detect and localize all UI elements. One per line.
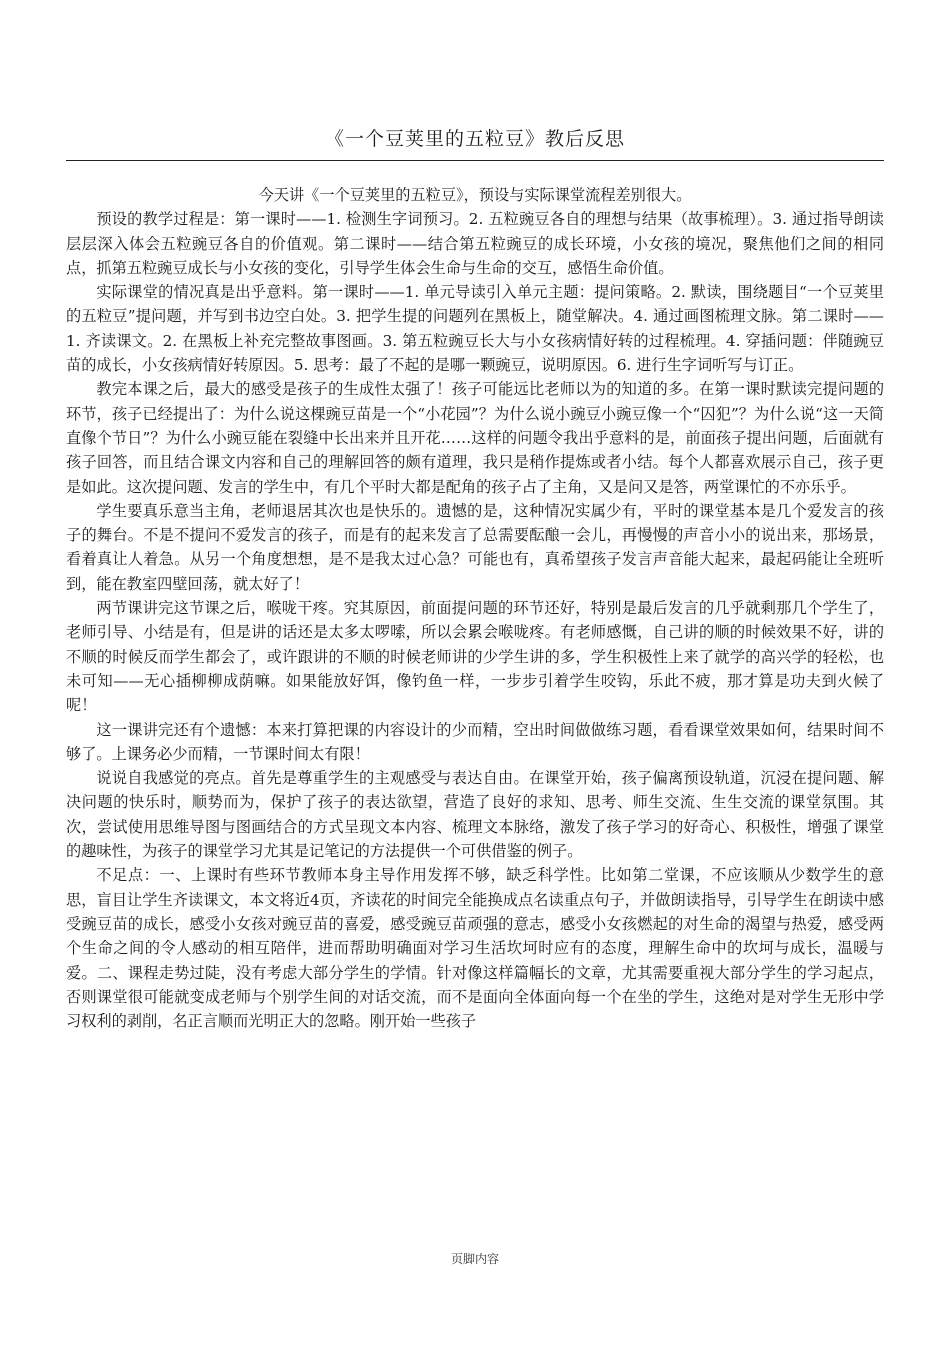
paragraph-highlights: 说说自我感觉的亮点。首先是尊重学生的主观感受与表达自由。在课堂开始，孩子偏离预设轨道，沉浸在提问题、解决问题的快乐时，顺势而为，保护了孩子的表达欲望，营造了良好的求知、思考、师生交流、生生交流的课堂氛围。其次，尝试使用思维导图与图画结合的方式呈现文本内容、梳理文本脉络，激发了孩子学习的好奇心、积极性，增强了课堂的趣味性，为孩子的课堂学习尤其是记笔记的方法提供一个可供借鉴的例子。 [66,769,884,861]
paragraph-students-as-leads: 学生要真乐意当主角，老师退居其次也是快乐的。遗憾的是，这种情况实属少有，平时的课堂基本是几个爱发言的孩子的舞台。不是不提问不爱发言的孩子，而是有的起来发言了总需要酝酿一会儿，再慢慢的声音小小的说出来，那场景，看着真让人着急。从另一个角度想想，是不是我太过心急？可能也有，真希望孩子发言声音能大起来，最起码能让全班听到，能在教室四壁回荡，就太好了！ [66,501,884,593]
paragraph-intro: 今天讲《一个豆荚里的五粒豆》，预设与实际课堂流程差别很大。 [258,186,692,204]
page-footer: 页脚内容 [450,1252,499,1266]
paragraph-generative-students: 教完本课之后，最大的感受是孩子的生成性太强了！孩子可能远比老师以为的知道的多。在第一课时默读完提问题的环节，孩子已经提出了：为什么说这棵豌豆苗是一个“小花园”？为什么说小豌豆小豌豆像一个“囚犯”？为什么说“这一天简直像个节日”？为什么小豌豆能在裂缝中长出来并且开花……这样的问题令我出乎意料的是，前面孩子提出问题，后面就有孩子回答，而且结合课文内容和自己的理解回答的颇有道理，我只是稍作提炼或者小结。每个人都喜欢展示自己，孩子更是如此。这次提问题、发言的学生中，有几个平时大都是配角的孩子占了主角，又是问又是答，两堂课忙的不亦乐乎。 [66,380,884,496]
page-title: 《一个豆荚里的五粒豆》教后反思 [324,128,625,150]
paragraph-actual-process: 实际课堂的情况真是出乎意料。第一课时——1. 单元导读引入单元主题：提问策略。2. 默读，围绕题目“一个豆荚里的五粒豆”提问题，并写到书边空白处。3. 把学生提的问题列在黑板上，随堂解决。4. 通过画图梳理文脉。第二课时——1. 齐读课文。2. 在黑板上补充完整故事图画。3. 第五粒豌豆长大与小女孩病情好转的过程梳理。4. 穿插问题：伴随豌豆苗的成长，小女孩病情好转原因。5. 思考：最了不起的是哪一颗豌豆，说明原因。6. 进行生字词听写与订正。 [66,283,884,375]
paragraph-planned-process: 预设的教学过程是：第一课时——1. 检测生字词预习。2. 五粒豌豆各自的理想与结果（故事梳理）。3. 通过指导朗读层层深入体会五粒豌豆各自的价值观。第二课时——结合第五粒豌豆的成长环境，小女孩的境况，聚焦他们之间的相同点，抓第五粒豌豆成长与小女孩的变化，引导学生体会生命与生命的交互，感悟生命价值。 [66,210,884,277]
paragraph-regret: 这一课讲完还有个遗憾：本来打算把课的内容设计的少而精，空出时间做做练习题，看看课堂效果如何，结果时间不够了。上课务必少而精，一节课时间太有限！ [66,720,884,763]
title-divider [66,160,884,161]
paragraph-shortcomings: 不足点：一、上课时有些环节教师本身主导作用发挥不够，缺乏科学性。比如第二堂课，不应该顺从少数学生的意思，盲目让学生齐读课文，本文将近4页，齐读花的时间完全能换成点名读重点句子，并做朗读指导，引导学生在朗读中感受豌豆苗的成长，感受小女孩对豌豆苗的喜爱，感受豌豆苗顽强的意志，感受小女孩燃起的对生命的渴望与热爱，感受两个生命之间的令人感动的相互陪伴，进而帮助明确面对学习生活坎坷时应有的态度，理解生命中的坎坷与成长，温暖与爱。二、课程走势过陡，没有考虑大部分学生的学情。针对像这样篇幅长的文章，尤其需要重视大部分学生的学习起点，否则课堂很可能就变成老师与个别学生间的对话交流，而不是面向全体面向每一个在坐的学生，这绝对是对学生无形中学习权利的剥削，名正言顺而光明正大的忽略。刚开始一些孩子 [66,866,884,1031]
document-body [66,183,884,1033]
paragraph-sore-throat: 两节课讲完这节课之后，喉咙干疼。究其原因，前面提问题的环节还好，特别是最后发言的几乎就剩那几个学生了，老师引导、小结是有，但是讲的话还是太多太啰嗦，所以会累会喉咙疼。有老师感慨，自己讲的顺的时候效果不好，讲的不顺的时候反而学生都会了，或许跟讲的不顺的时候老师讲的少学生讲的多，学生积极性上来了就学的高兴学的轻松，也未可知——无心插柳柳成荫嘛。如果能放好饵，像钓鱼一样，一步步引着学生咬钩，乐此不疲，那才算是功夫到火候了呢！ [66,599,884,715]
